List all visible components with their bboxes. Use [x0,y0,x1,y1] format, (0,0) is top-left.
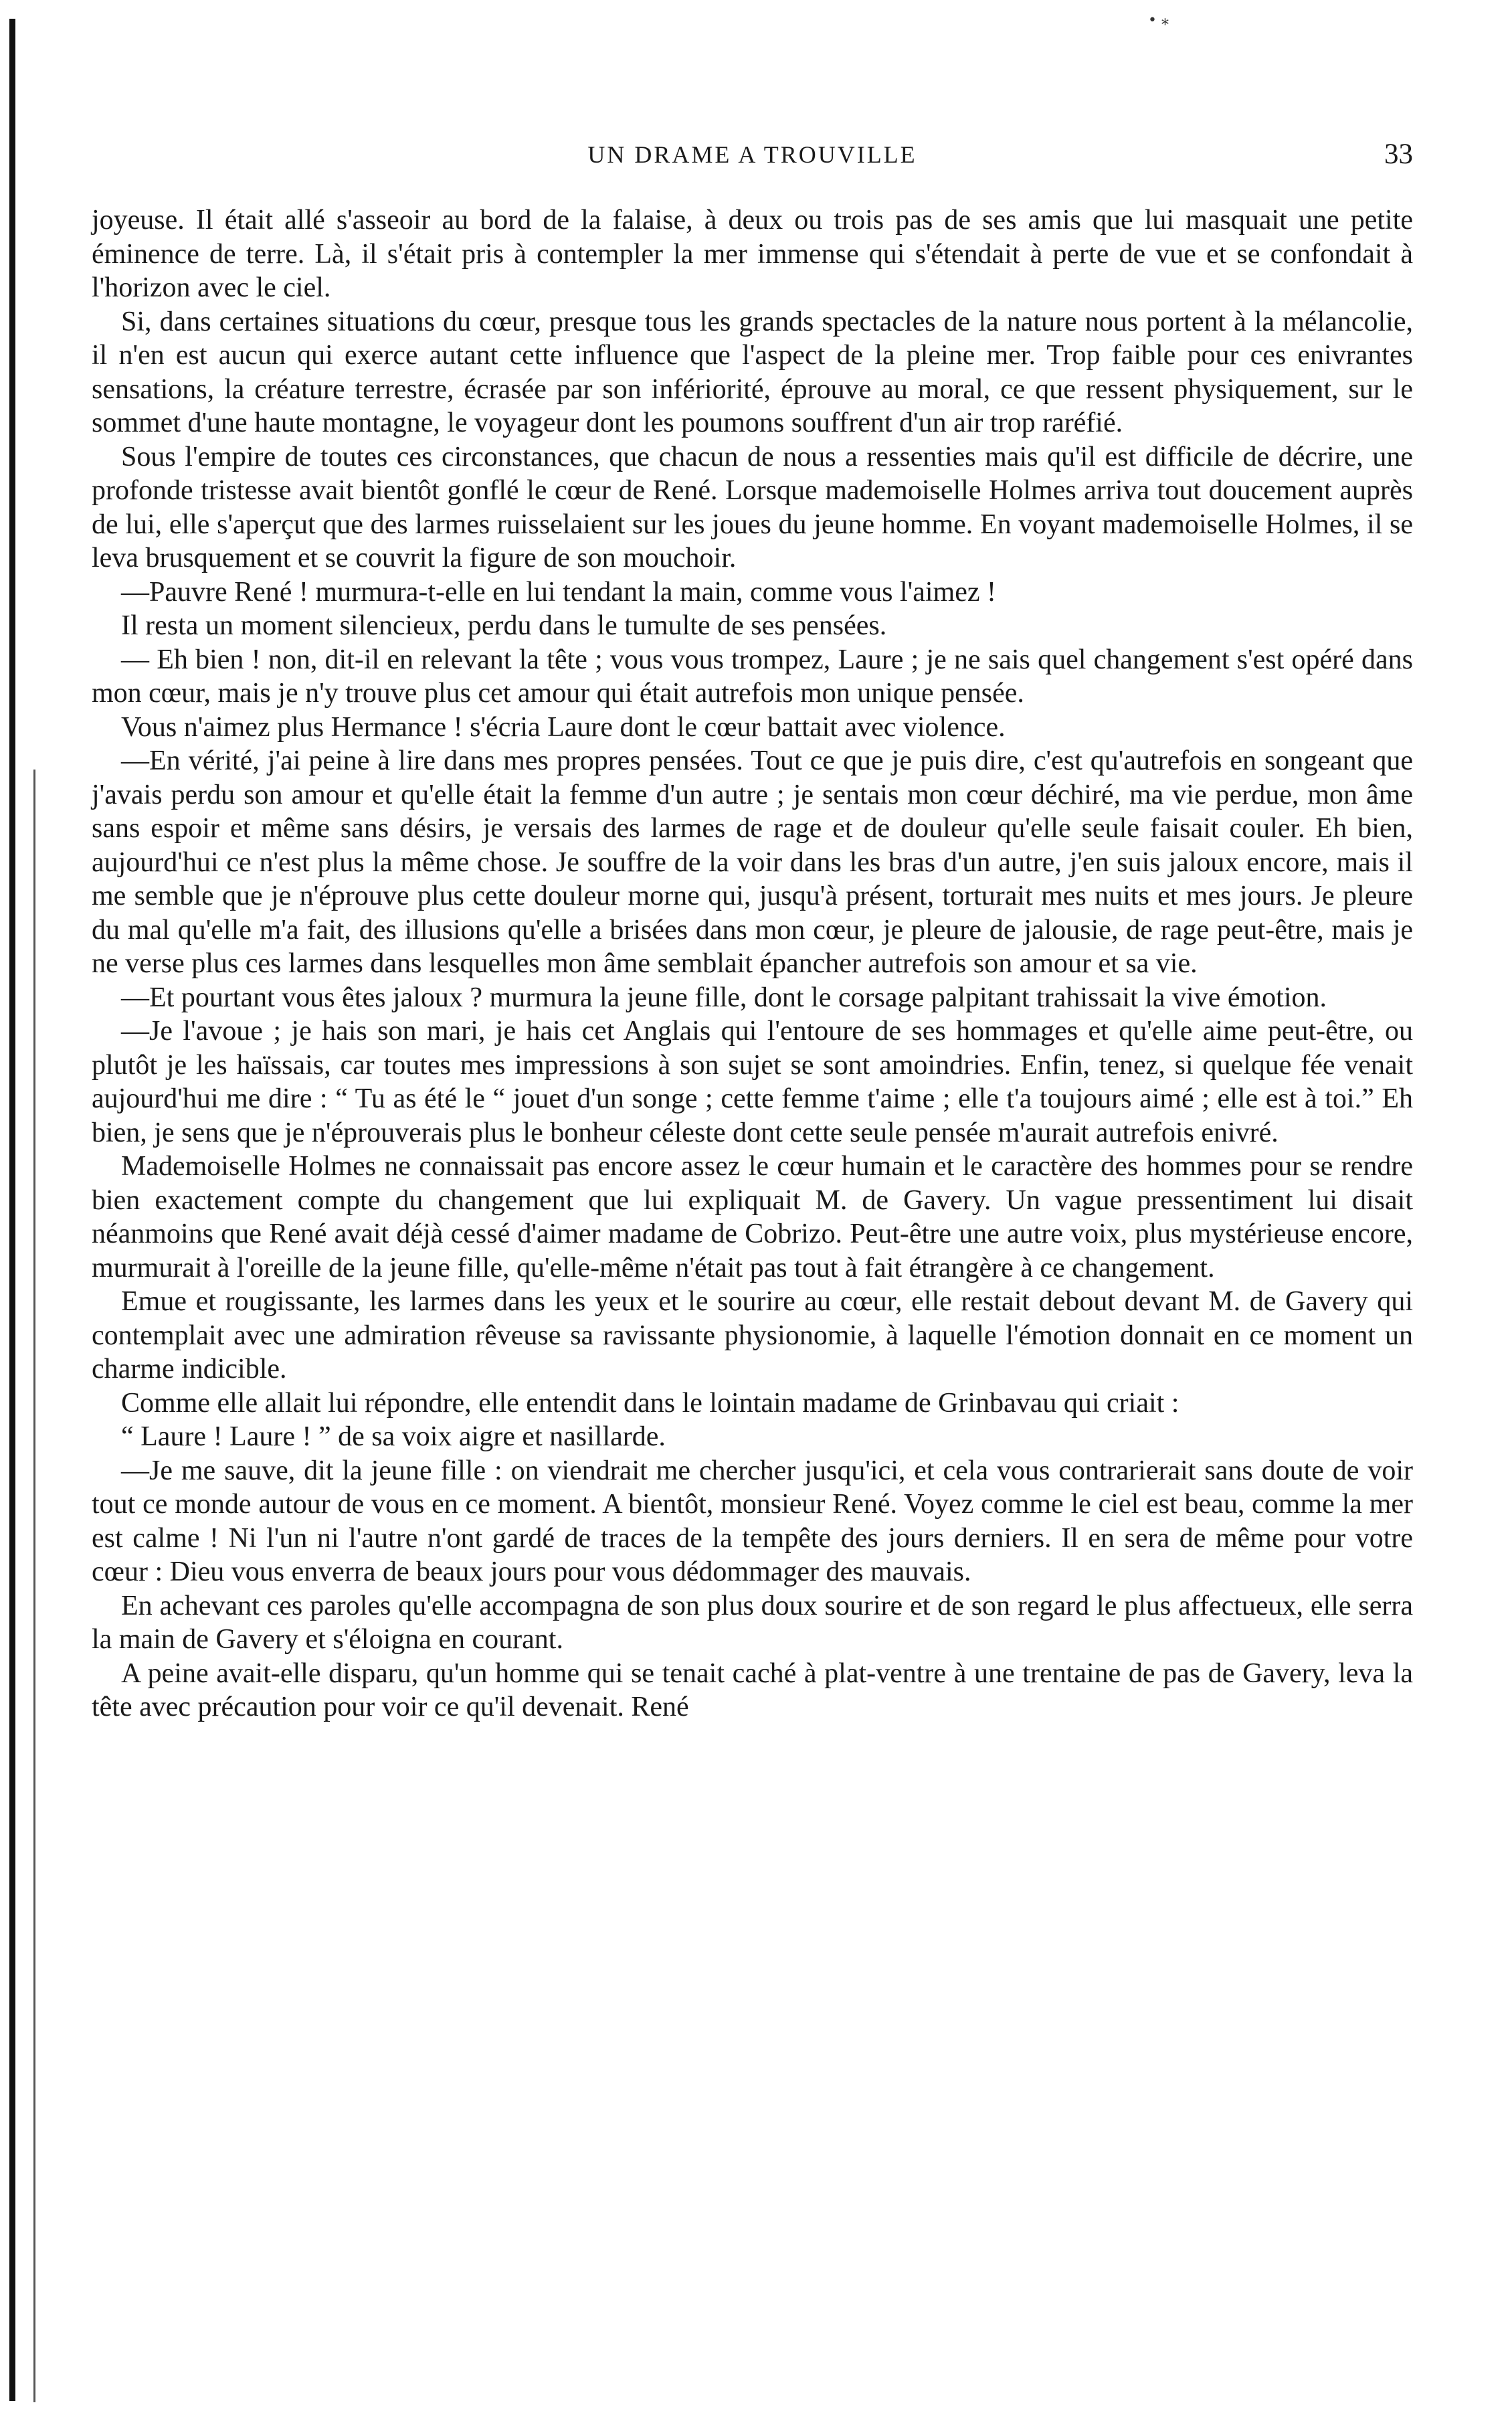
running-header [92,141,1413,181]
paragraph: —Et pourtant vous êtes jaloux ? murmura la jeune fille, dont le corsage palpitant trahissait la vive émotion. [121,982,1327,1013]
paragraph: En achevant ces paroles qu'elle accompagna de son plus doux sourire et de son regard le plus affectueux, elle serra la main de Gavery et s'éloigna en courant. [92,1590,1413,1655]
paragraph: Mademoiselle Holmes ne connaissait pas encore assez le cœur humain et le caractère des hommes pour se rendre bien exactement compte du changement que lui expliquait M. de Gavery. Un vague pressentiment lui disait néanmoins que René avait déjà cessé d'aimer madame de Cobrizo. Peut-être une autre voix, plus mystérieuse encore, murmurait à l'oreille de la jeune fille, qu'elle-même n'était pas tout à fait étrangère à ce changement. [92,1151,1413,1283]
paragraph: Sous l'empire de toutes ces circonstances, que chacun de nous a ressenties mais qu'il est difficile de décrire, une profonde tristesse avait bientôt gonflé le cœur de René. Lorsque mademoiselle Holmes arriva tout doucement auprès de lui, elle s'aperçut que des larmes ruisselaient sur les joues du jeune homme. En voyant mademoiselle Holmes, il se leva brusquement et se couvrit la figure de son mouchoir. [92,441,1413,573]
paragraph: —Pauvre René ! murmura-t-elle en lui tendant la main, comme vous l'aimez ! [121,576,996,608]
paragraph: Si, dans certaines situations du cœur, presque tous les grands spectacles de la nature nous portent à la mélancolie, il n'en est aucun qui exerce autant cette influence que l'aspect de la pleine mer. Trop faible pour ces enivrantes sensations, la créature terrestre, écrasée par son infériorité, éprouve au moral, ce que ressent physiquement, sur le sommet d'une haute montagne, le voyageur dont les poumons souffrent d'un air trop raréfié. [92,306,1413,438]
paragraph: —Je me sauve, dit la jeune fille : on viendrait me chercher jusqu'ici, et cela vous contrarierait sans doute de voir tout ce monde autour de vous en ce moment. A bientôt, monsieur René. Voyez comme le ciel est beau, comme la mer est calme ! Ni l'un ni l'autre n'ont gardé de traces de la tempête des jours derniers. Il en sera de même pour votre cœur : Dieu vous enverra de beaux jours pour vous dédommager des mauvais. [92,1455,1413,1587]
printing-speck: • ⁎ [1148,12,1169,29]
paragraph: “ Laure ! Laure ! ” de sa voix aigre et nasillarde. [121,1421,666,1452]
running-title: UN DRAME A TROUVILLE [587,141,917,168]
paragraph: —Je l'avoue ; je hais son mari, je hais cet Anglais qui l'entoure de ses hommages et qu'elle aime peut-être, ou plutôt je les haïssais, car toutes mes impressions à son sujet se sont amoindries. Enfin, tenez, si quelque fée venait aujourd'hui me dire : “ Tu as été le “ jouet d'un songe ; cette femme t'aime ; elle t'a toujours aimé ; elle est à toi.” Eh bien, je sens que je n'éprouverais plus le bonheur céleste dont cette seule pensée m'aurait autrefois enivré. [92,1016,1413,1148]
paragraph: —En vérité, j'ai peine à lire dans mes propres pensées. Tout ce que je puis dire, c'est qu'autrefois en songeant que j'avais perdu son amour et qu'elle était la femme d'un autre ; je sentais mon cœur déchiré, ma vie perdue, mon âme sans espoir et même sans désirs, je versais des larmes de rage et de douleur qu'elle seule faisait couler. Eh bien, aujourd'hui ce n'est plus la même chose. Je souffre de la voir dans les bras d'un autre, j'en suis jaloux encore, mais il me semble que je n'éprouve plus cette douleur morne qui, jusqu'à présent, torturait mes nuits et mes jours. Je pleure du mal qu'elle m'a fait, des illusions qu'elle a brisées dans mon cœur, je pleure de jalousie, de rage peut-être, mais je ne verse plus ces larmes dans lesquelles mon âme semblait épancher autrefois son amour et sa vie. [92,745,1413,979]
page-edge-shadow [9,19,15,2401]
book-page [92,141,1413,1724]
paragraph: joyeuse. Il était allé s'asseoir au bord de la falaise, à deux ou trois pas de ses amis que lui masquait une petite éminence de terre. Là, il s'était pris à contempler la mer immense qui s'étendait à perte de vue et se confondait à l'horizon avec le ciel. [92,205,1413,303]
paragraph: Emue et rougissante, les larmes dans les yeux et le sourire au cœur, elle restait debout devant M. de Gavery qui contemplait avec une admiration rêveuse sa ravissante physionomie, à laquelle l'émotion donnait en ce moment un charme indicible. [92,1286,1413,1384]
gutter-line [33,770,35,2402]
paragraph: Il resta un moment silencieux, perdu dans le tumulte de ses pensées. [121,610,887,641]
paragraph: Vous n'aimez plus Hermance ! s'écria Laure dont le cœur battait avec violence. [121,711,1006,743]
paragraph: A peine avait-elle disparu, qu'un homme qui se tenait caché à plat-ventre à une trentaine de pas de Gavery, leva la tête avec précaution pour voir ce qu'il devenait. René [92,1657,1413,1722]
paragraph: — Eh bien ! non, dit-il en relevant la tête ; vous vous trompez, Laure ; je ne sais quel changement s'est opéré dans mon cœur, mais je n'y trouve plus cet amour qui était autrefois mon unique pensée. [92,644,1413,709]
body-text [92,203,1413,1724]
paragraph: Comme elle allait lui répondre, elle entendit dans le lointain madame de Grinbavau qui criait : [121,1387,1179,1419]
page-number: 33 [1384,139,1413,170]
